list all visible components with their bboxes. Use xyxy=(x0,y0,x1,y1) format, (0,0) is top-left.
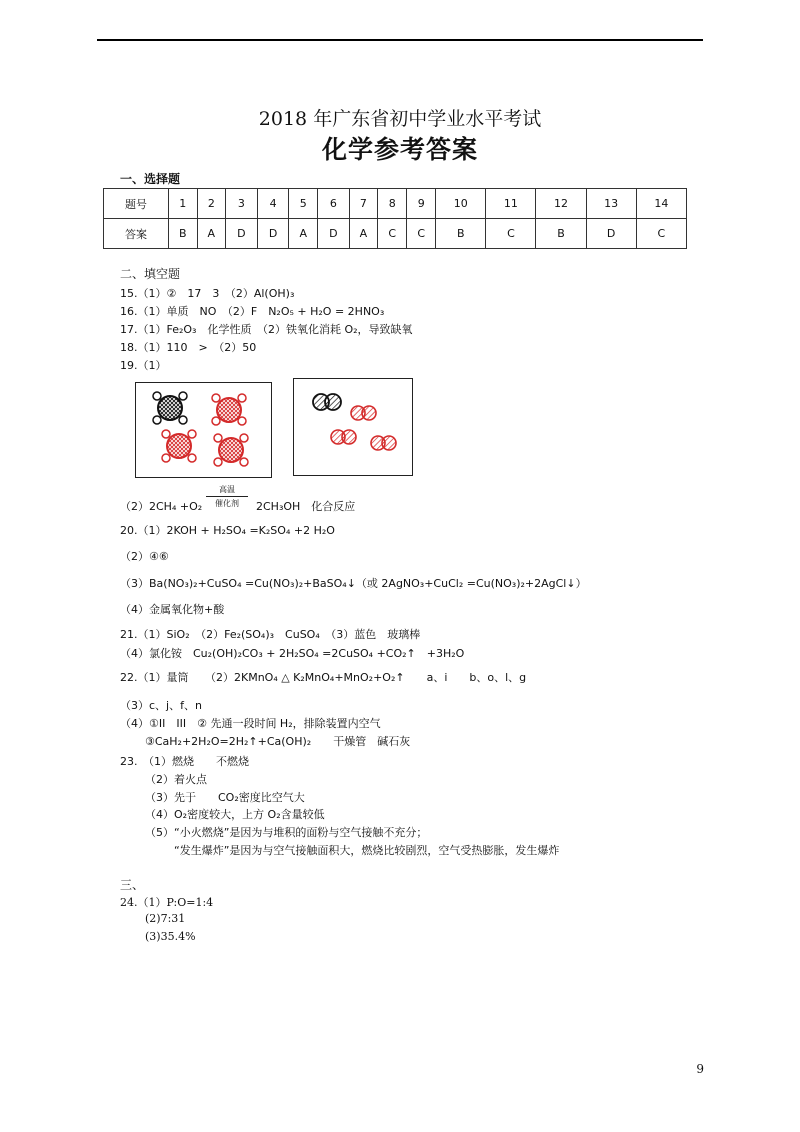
answer-title: 化学参考答案 xyxy=(321,135,478,164)
answer-q24-3: (3)35.4% xyxy=(145,930,196,943)
table-cell: 3 xyxy=(226,189,258,219)
reactant-molecules-diagram xyxy=(136,383,271,477)
answer-q24-2: (2)7:31 xyxy=(145,912,186,925)
table-cell: C xyxy=(636,219,686,249)
table-cell: A xyxy=(197,219,226,249)
table-cell: 11 xyxy=(486,189,536,219)
answer-q23-5: （5）“小火燃烧”是因为与堆积的面粉与空气接触不充分； xyxy=(145,826,428,839)
answer-q19-2-right: 2CH₃OH 化合反应 xyxy=(256,500,356,513)
reaction-arrow-line xyxy=(206,496,248,497)
condition-catalyst: 催化剂 xyxy=(215,499,239,508)
answer-q23-4: （4）O₂密度较大，上方 O₂含量较低 xyxy=(145,808,325,821)
table-cell: 2 xyxy=(197,189,226,219)
answer-table xyxy=(103,188,687,249)
oxygen-molecules-diagram xyxy=(294,379,412,475)
table-cell: 9 xyxy=(407,189,436,219)
table-cell: 13 xyxy=(586,189,636,219)
table-cell: 6 xyxy=(317,189,349,219)
table-cell: A xyxy=(289,219,318,249)
answer-q23-3: （3）先于 CO₂密度比空气大 xyxy=(145,791,305,804)
section1-heading: 一、选择题 xyxy=(120,172,181,186)
answer-q20-4: （4）金属氧化物+酸 xyxy=(120,603,225,616)
reactant-box xyxy=(135,382,272,478)
exam-title: 2018 年广东省初中学业水平考试 xyxy=(258,108,542,130)
table-cell: D xyxy=(586,219,636,249)
reaction-condition xyxy=(206,484,248,509)
answer-q20-3: （3）Ba(NO₃)₂+CuSO₄ =Cu(NO₃)₂+BaSO₄↓（或 2AgNO₃+CuCl₂ =Cu(NO₃)₂+2AgCl↓） xyxy=(120,577,587,590)
answer-q19: 19.（1） xyxy=(120,359,167,372)
table-cell: 10 xyxy=(436,189,486,219)
answer-q23-1: 23. （1）燃烧 不燃烧 xyxy=(120,755,249,768)
table-cell: 4 xyxy=(257,189,289,219)
table-cell: C xyxy=(407,219,436,249)
header-rule xyxy=(97,39,703,41)
table-cell: A xyxy=(349,219,378,249)
page-number: 9 xyxy=(696,1062,704,1076)
table-cell: B xyxy=(536,219,586,249)
answer-q21-2: （4）氯化铵 Cu₂(OH)₂CO₃ + 2H₂SO₄ =2CuSO₄ +CO₂↑ +3H₂O xyxy=(120,647,465,660)
answer-q18: 18.（1）110 > （2）50 xyxy=(120,341,257,354)
table-cell: D xyxy=(226,219,258,249)
section2-heading: 二、填空题 xyxy=(120,267,181,281)
answer-q22-3: （3）c、j、f、n xyxy=(120,699,202,712)
answer-q23-6: “发生爆炸”是因为与空气接触面积大，燃烧比较剧烈，空气受热膨胀，发生爆炸 xyxy=(174,844,560,857)
table-cell: 5 xyxy=(289,189,318,219)
table-cell: D xyxy=(257,219,289,249)
table-cell: D xyxy=(317,219,349,249)
methane-molecule-red xyxy=(162,430,196,462)
answer-q17: 17.（1）Fe₂O₃ 化学性质 （2）铁氧化消耗 O₂，导致缺氧 xyxy=(120,323,413,336)
table-cell: C xyxy=(486,219,536,249)
table-cell: 7 xyxy=(349,189,378,219)
table-cell: B xyxy=(169,219,198,249)
answer-q15: 15.（1）② 17 3 （2）Al(OH)₃ xyxy=(120,287,295,300)
row-label: 答案 xyxy=(104,219,169,249)
answer-q23-2: （2）着火点 xyxy=(145,773,207,786)
oxygen-molecule-red xyxy=(371,436,396,450)
table-row-numbers xyxy=(104,189,687,219)
section3-heading: 三、 xyxy=(120,878,145,892)
methane-molecule-red xyxy=(212,394,246,425)
methane-molecule-black xyxy=(153,392,187,424)
answer-q16: 16.（1）单质 NO （2）F N₂O₅ + H₂O = 2HNO₃ xyxy=(120,305,385,318)
table-row-answers xyxy=(104,219,687,249)
table-cell: 12 xyxy=(536,189,586,219)
answer-q20-2: （2）④⑥ xyxy=(120,550,169,563)
condition-high-temp: 高温 xyxy=(219,485,235,494)
answer-q20-1: 20.（1）2KOH + H₂SO₄ =K₂SO₄ +2 H₂O xyxy=(120,524,335,537)
table-cell: B xyxy=(436,219,486,249)
answer-q22-4: （4）①II III ② 先通一段时间 H₂，排除装置内空气 xyxy=(120,717,381,730)
oxygen-molecule-red xyxy=(331,430,356,444)
answer-q19-2-left: （2）2CH₄ +O₂ xyxy=(120,500,203,513)
oxygen-molecule-black xyxy=(313,394,341,410)
table-cell: 1 xyxy=(169,189,198,219)
answer-q22-1: 22.（1）量筒 （2）2KMnO₄ △ K₂MnO₄+MnO₂+O₂↑ a、i b、o、l、g xyxy=(120,671,527,684)
answer-q24-1: 24.（1）P:O=1:4 xyxy=(120,896,214,909)
table-cell: 8 xyxy=(378,189,407,219)
answer-q22-5: ③CaH₂+2H₂O=2H₂↑+Ca(OH)₂ 干燥管 碱石灰 xyxy=(145,735,411,748)
table-cell: 14 xyxy=(636,189,686,219)
answer-q21-1: 21.（1）SiO₂ （2）Fe₂(SO₄)₃ CuSO₄ （3）蓝色 玻璃棒 xyxy=(120,628,421,641)
row-label: 题号 xyxy=(104,189,169,219)
oxygen-molecule-red xyxy=(351,406,376,420)
product-box xyxy=(293,378,413,476)
methane-molecule-red xyxy=(214,434,248,466)
table-cell: C xyxy=(378,219,407,249)
